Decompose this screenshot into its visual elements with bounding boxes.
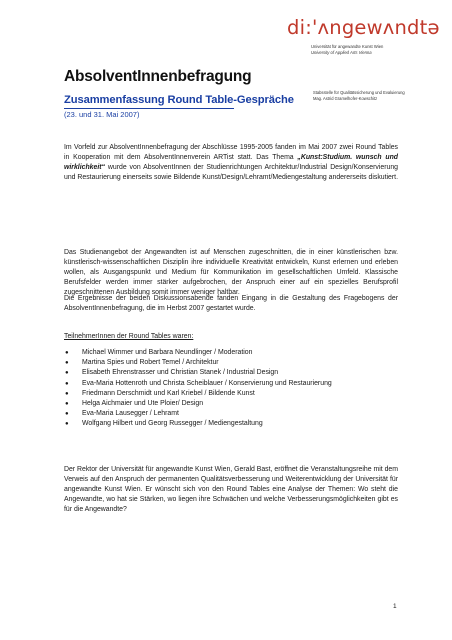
event-dates: (23. und 31. Mai 2007) — [64, 110, 140, 119]
subtitle-underline — [64, 108, 234, 109]
page-title: AbsolventInnenbefragung — [64, 68, 252, 85]
participant-entry: Michael Wimmer und Barbara Neundlinger / Moderation — [82, 349, 253, 356]
intro-paragraph — [64, 143, 398, 183]
bullet-icon: ● — [65, 370, 69, 377]
department-name: Stabsstelle für Qualitätssicherung und Evaluierung — [313, 90, 405, 95]
participant-entry: Wolfgang Hilbert und Georg Russegger / Mediengestaltung — [82, 420, 263, 428]
list-item — [64, 389, 398, 399]
results-paragraph: Die Ergebnisse der beiden Diskussionsabende fanden Eingang in die Gestaltung des Fragebogens der AbsolventInnenbefragung, die im Herbst 2007 gestartet wurde. — [64, 295, 398, 312]
participants-heading: TeilnehmerInnen der Round Tables waren: — [64, 333, 194, 340]
participant-entry: Eva-Maria Hottenroth und Christa Scheiblauer / Konservierung und Restaurierung — [82, 379, 332, 387]
department-note — [313, 90, 405, 101]
intro-text-start: Im Vorfeld zur AbsolventInnenbefragung der Abschlüsse 1995-2005 fanden im Mai 2007 zwei Round Tables in Kooperation mit dem AbsolventInnenverein ARTist statt. Das Thema — [64, 144, 398, 161]
page-subtitle: Zusammenfassung Round Table-Gespräche — [64, 94, 294, 106]
logo-caption-line2: University of Applied Arts Vienna — [311, 49, 372, 55]
bullet-icon: ● — [65, 380, 69, 387]
participant-entry: Eva-Maria Lausegger / Lehramt — [82, 410, 179, 418]
logo-wordmark: di:'ʌngewʌndtə — [287, 16, 440, 39]
page-number: 1 — [393, 603, 397, 610]
bullet-icon: ● — [65, 360, 69, 367]
participant-entry: Friedmann Derschmidt und Karl Kriebel / Bildende Kunst — [82, 389, 255, 397]
participant-entry: Helga Aichmaier und Ute Ploier/ Design — [82, 400, 204, 408]
list-item — [64, 409, 398, 419]
participant-entry: Martina Spies und Robert Temel / Architektur — [82, 359, 219, 367]
participants-list — [64, 348, 398, 430]
list-item — [64, 368, 398, 378]
logo-caption-line1: Universität für angewandte Kunst Wien — [311, 44, 384, 49]
list-item — [64, 399, 398, 409]
intro-text-end: wurde von AbsolventInnen der Studienrichtungen Architektur/Industrial Design/Konservierung und Restaurierung einerseits sowie Bildende Kunst/Design/Lehramt/Mediengestaltung andererseits diskutiert. — [64, 164, 399, 181]
bullet-icon: ● — [65, 421, 69, 428]
list-item — [64, 348, 398, 358]
list-item — [64, 379, 398, 389]
list-item — [64, 358, 398, 368]
logo-caption — [311, 44, 383, 55]
event-theme: „Kunst:Studium. wunsch und wirklichkeit“ — [64, 154, 398, 171]
bullet-icon: ● — [65, 350, 69, 356]
bullet-icon: ● — [65, 411, 69, 418]
university-logo — [287, 16, 440, 55]
bullet-icon: ● — [65, 401, 69, 408]
rector-paragraph: Der Rektor der Universität für angewandte Kunst Wien, Gerald Bast, eröffnet die Veranstaltungsreihe mit dem Verweis auf den Anspruch der permanenten Qualitätsverbesserung und Weiterentwicklung der Universität für angewandte Kunst Wien. Er wünscht sich von den Round Tables eine Analyse der Themen: Wo steht die Angewandte, wo hat sie Stärken, wo liegen ihre Schwächen und welche Verbesserungsmöglichkeiten gibt es für die Angewandte? — [64, 466, 398, 513]
list-item — [64, 419, 398, 429]
department-contact: Mag. Astrid Gramelhofer-Kowschitz — [313, 95, 378, 101]
participant-entry: Elisabeth Ehrenstrasser und Christian Stanek / Industrial Design — [82, 369, 279, 377]
bullet-icon: ● — [65, 390, 69, 397]
study-program-paragraph: Das Studienangebot der Angewandten ist auf Menschen zugeschnitten, die in einer künstlerischen bzw. künstlerisch-wissenschaftlichen Disziplin ihre individuelle Kreativität entwickeln, Kunst erlernen und erleben wollen, als Ausgangspunkt und Medium für Kommunikation im gesellschaftlichen Umfeld. Klassische Berufsfelder werden immer stärker aufgebrochen, der Anspruch einer auf ein spezielles Berufsprofil zugeschnittenen Ausbildung somit immer weniger haltbar. — [64, 249, 398, 296]
